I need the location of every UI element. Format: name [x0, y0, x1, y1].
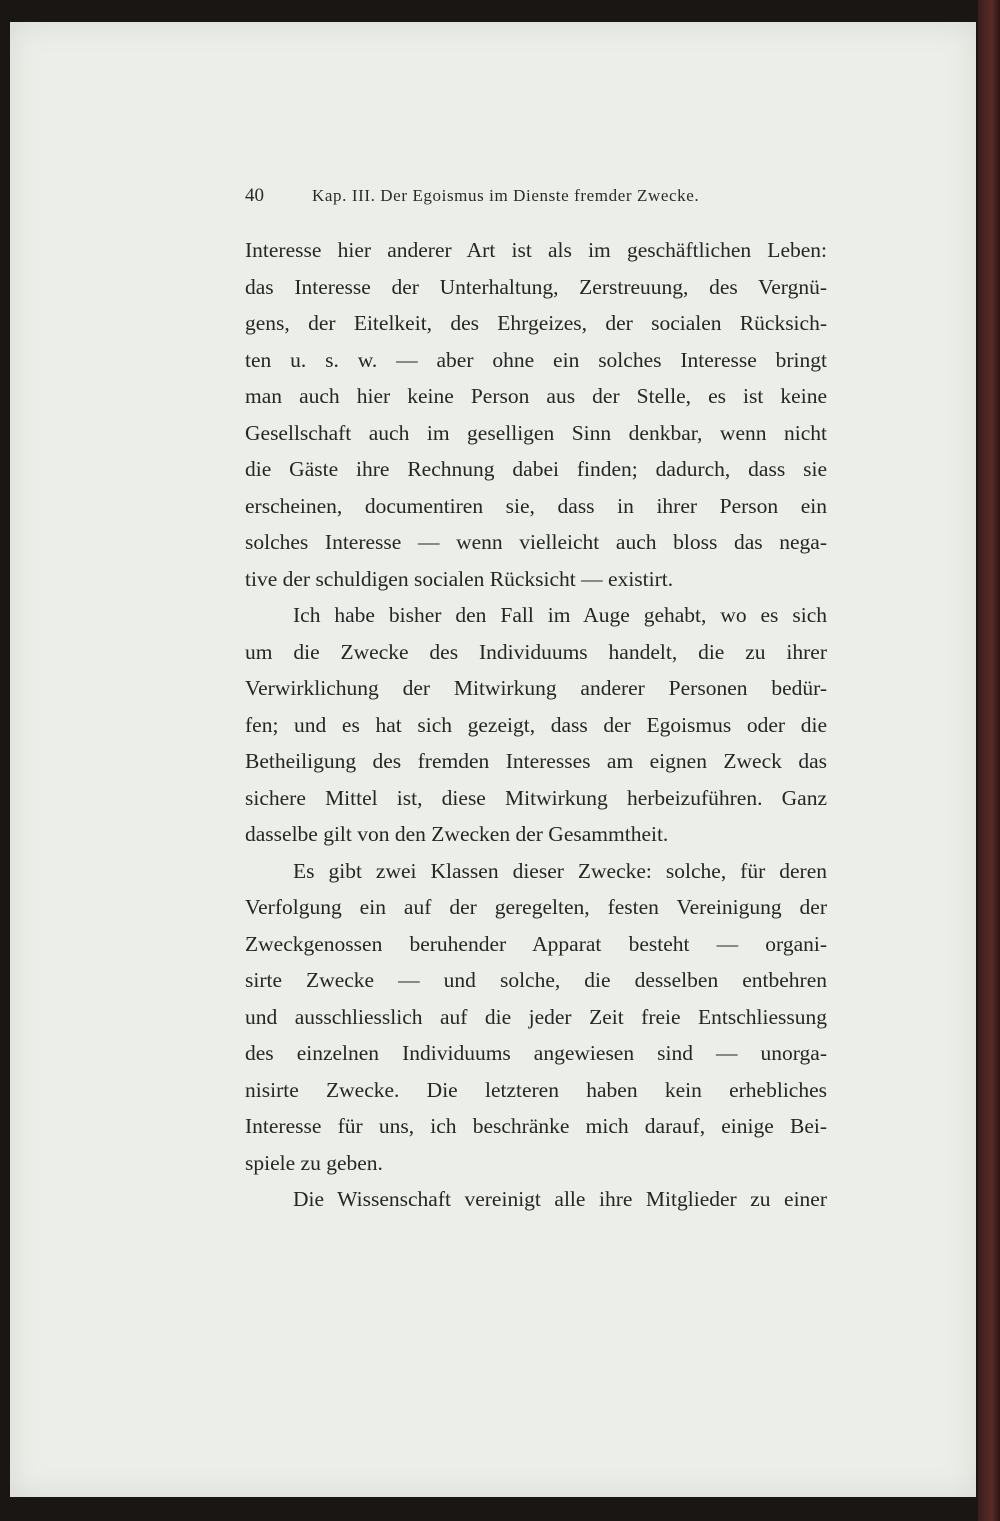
- paragraph: [245, 853, 827, 1182]
- text-line: Verfolgung ein auf der geregelten, festen Vereinigung der: [245, 895, 827, 919]
- text-line: Verwirklichung der Mitwirkung anderer Personen bedür-: [245, 676, 827, 700]
- paragraph: [245, 597, 827, 853]
- text-line: fen; und es hat sich gezeigt, dass der Egoismus oder die: [245, 712, 827, 737]
- page-number: 40: [245, 185, 264, 206]
- text-line: tive der schuldigen socialen Rücksicht — existirt.: [245, 566, 674, 591]
- text-line: erscheinen, documentiren sie, dass in ihrer Person ein: [245, 493, 827, 518]
- body-text: [245, 232, 827, 1218]
- text-line: solches Interesse — wenn vielleicht auch bloss das nega-: [245, 530, 827, 554]
- text-line: Ich habe bisher den Fall im Auge gehabt, wo es sich: [293, 603, 827, 627]
- text-line: sirte Zwecke — und solche, die desselben entbehren: [245, 968, 827, 992]
- paragraph: [245, 1181, 827, 1218]
- text-line: Interesse hier anderer Art ist als im geschäftlichen Leben:: [245, 238, 827, 262]
- text-line: nisirte Zwecke. Die letzteren haben kein erhebliches: [245, 1077, 827, 1102]
- running-head: Kap. III. Der Egoismus im Dienste fremder Zwecke.: [312, 186, 700, 205]
- text-line: Interesse für uns, ich beschränke mich darauf, einige Bei-: [245, 1114, 827, 1138]
- text-line: des einzelnen Individuums angewiesen sind — unorga-: [245, 1041, 827, 1065]
- text-line: gens, der Eitelkeit, des Ehrgeizes, der socialen Rücksich-: [245, 311, 827, 335]
- paragraph: [245, 232, 827, 597]
- text-line: um die Zwecke des Individuums handelt, die zu ihrer: [245, 639, 827, 664]
- text-line: spiele zu geben.: [245, 1150, 383, 1175]
- text-line: man auch hier keine Person aus der Stelle, es ist keine: [245, 384, 827, 408]
- text-line: das Interesse der Unterhaltung, Zerstreuung, des Vergnü-: [245, 274, 827, 299]
- text-line: Es gibt zwei Klassen dieser Zwecke: solche, für deren: [293, 858, 827, 883]
- text-line: dasselbe gilt von den Zwecken der Gesammtheit.: [245, 822, 669, 846]
- text-line: Betheiligung des fremden Interesses am eignen Zweck das: [245, 749, 827, 773]
- text-line: Gesellschaft auch im geselligen Sinn denkbar, wenn nicht: [245, 420, 827, 445]
- text-line: sichere Mittel ist, diese Mitwirkung herbeizuführen. Ganz: [245, 785, 827, 810]
- page-header: [245, 185, 835, 211]
- text-line: und ausschliesslich auf die jeder Zeit freie Entschliessung: [245, 1004, 827, 1029]
- text-line: die Gäste ihre Rechnung dabei finden; dadurch, dass sie: [245, 457, 827, 481]
- binding-edge: [978, 0, 1000, 1521]
- text-line: Zweckgenossen beruhender Apparat besteht — organi-: [245, 931, 827, 956]
- text-line: ten u. s. w. — aber ohne ein solches Interesse bringt: [245, 347, 827, 372]
- text-line: Die Wissenschaft vereinigt alle ihre Mitglieder zu einer: [293, 1187, 827, 1211]
